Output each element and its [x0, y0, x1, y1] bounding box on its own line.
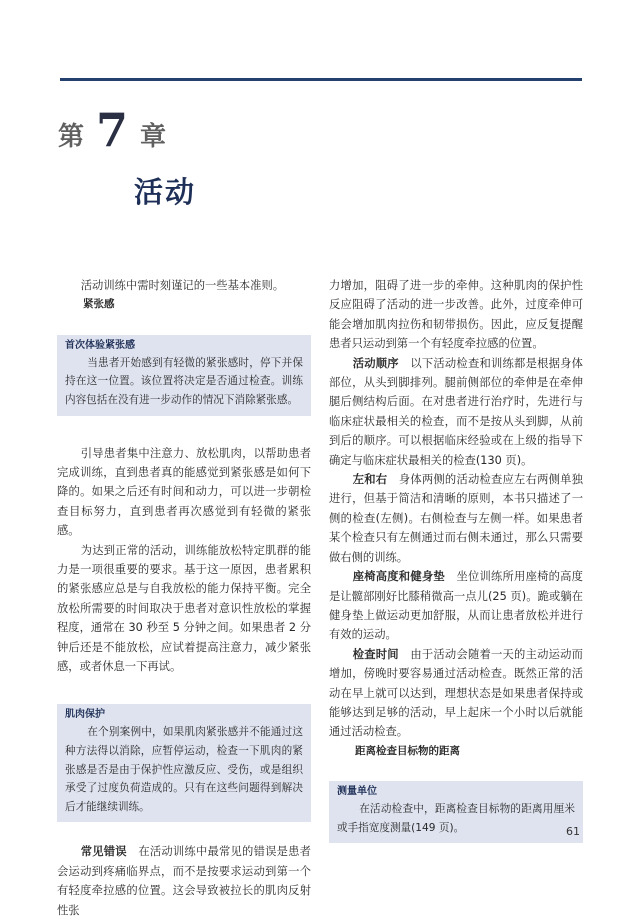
- chapter-prefix: 第: [58, 122, 85, 152]
- info-box-first-tension: [57, 335, 311, 416]
- chapter-title: 活动: [134, 175, 197, 209]
- top-rule: [60, 78, 582, 81]
- box-text: 在个别案例中，如果肌肉紧张感并不能通过这种方法得以消除，应暂停运动，检查一下肌肉的紧张感是否是由于保护性应激反应、受伤，或是组织承受了过度负荷造成的。只有在这些问题得到解决后才能继续训练。: [65, 726, 303, 813]
- common-errors-paragraph: [57, 842, 311, 920]
- page-number: 61: [566, 825, 580, 838]
- sides-paragraph: [329, 470, 583, 567]
- distance-heading: 距离检查目标物的距离: [355, 744, 460, 757]
- chapter-heading: [58, 103, 167, 157]
- box-title: 首次体验紧张感: [65, 339, 135, 351]
- box-text: 在活动检查中，距离检查目标物的距离用厘米或手指宽度测量(149 页)。: [337, 803, 575, 834]
- paragraph-text: 在活动训练中最常见的错误是患者会运动到疼痛临界点，而不是按要求运动到第一个有轻度牵拉感的位置。这会导致被拉长的肌肉反射性张: [57, 845, 311, 917]
- chair-paragraph: [329, 567, 583, 645]
- paragraph: 为达到正常的活动，训练能放松特定肌群的能力是一项很重要的要求。基于这一原因，患者累积的紧张感应总是与自我放松的能力保持平衡。完全放松所需要的时间取决于患者对意识性放松的掌握程度，通常在 30 秒至 5 分钟之间。如果患者 2 分钟后还是不能放松，应试着提高注意力，减少紧张感，或者休息一下再试。: [57, 543, 311, 674]
- time-paragraph: [329, 645, 583, 742]
- left-column: [57, 276, 311, 920]
- box-title: 测量单位: [337, 786, 377, 798]
- paragraph-text: 身体两侧的活动检查应左右两侧单独进行，但基于简洁和清晰的原则，本书只描述了一侧的检查(左侧)。右侧检查与左侧一样。如果患者某个检查只有左侧通过而右侧未通过，那么只需要做右侧的训练。: [329, 473, 583, 564]
- inline-heading: 活动顺序: [352, 355, 399, 370]
- inline-heading: 常见错误: [80, 844, 127, 859]
- chapter-number: 7: [96, 103, 129, 157]
- order-paragraph: [329, 354, 583, 470]
- paragraph-text: 由于活动会随着一天的主动运动而增加，傍晚时要容易通过活动检查。既然正常的活动在早上就可以达到，理想状态是如果患者保持或能够达到足够的活动，早上起床一个小时以后就能通过活动检查。: [329, 647, 583, 739]
- right-column: [329, 276, 583, 849]
- inline-heading: 座椅高度和健身垫: [352, 569, 445, 584]
- intro-paragraph: 活动训练中需时刻谨记的一些基本准则。: [80, 279, 285, 292]
- box-title: 肌肉保护: [65, 709, 105, 721]
- paragraph: 力增加，阻碍了进一步的牵伸。这种肌肉的保护性反应阻碍了活动的进一步改善。此外，过度牵伸可能会增加肌肉拉伤和韧带损伤。因此，应反复提醒患者只运动到第一个有轻度牵拉感的位置。: [329, 279, 583, 351]
- paragraph: 引导患者集中注意力、放松肌肉，以帮助患者完成训练，直到患者真的能感觉到紧张感是如何下降的。如果之后还有时间和动力，可以进一步朝检查目标努力，直到患者再次感觉到有轻微的紧张感。: [57, 446, 311, 538]
- chapter-suffix: 章: [140, 122, 167, 152]
- tension-heading: 紧张感: [83, 298, 115, 311]
- info-box-muscle-protection: [57, 704, 311, 822]
- inline-heading: 检查时间: [352, 646, 399, 661]
- paragraph-text: 坐位训练所用座椅的高度是让髋部刚好比膝稍微高一点儿(25 页)。跪或躺在健身垫上做运动更加舒服，从而让患者放松并进行有效的运动。: [329, 570, 583, 642]
- box-text: 当患者开始感到有轻微的紧张感时，停下并保持在这一位置。该位置将决定是否通过检查。训练内容包括在没有进一步动作的情况下消除紧张感。: [65, 356, 303, 406]
- inline-heading: 左和右: [352, 472, 388, 487]
- info-box-measurement-unit: [329, 781, 583, 843]
- paragraph-text: 以下活动检查和训练都是根据身体部位，从头到脚排列。腿前侧部位的牵伸是在牵伸腿后侧结构后面。在对患者进行治疗时，先进行与临床症状最相关的检查，而不是按从头到脚，从前到后的顺序。可以根据临床经验或在上级的指导下确定与临床症状最相关的检查(130 页)。: [329, 356, 583, 467]
